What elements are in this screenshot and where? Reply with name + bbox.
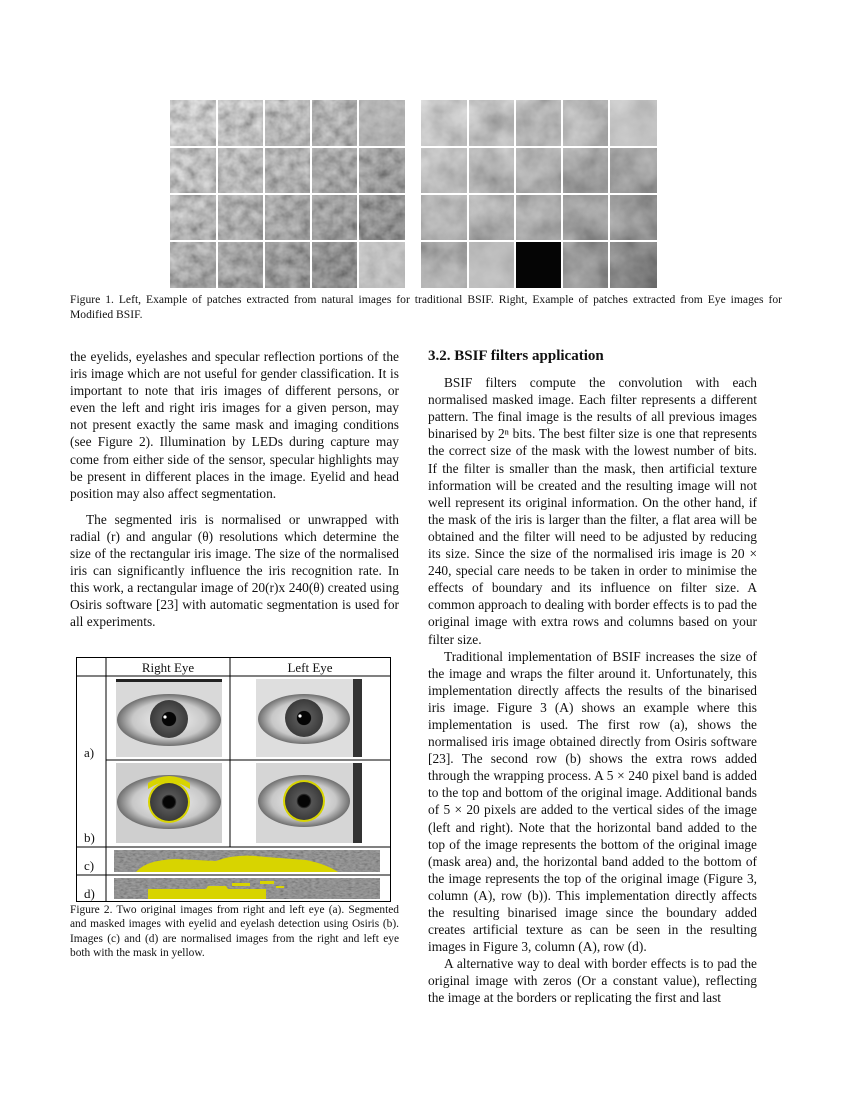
right-column: [428, 348, 757, 1007]
normalised-left-eye: [114, 878, 380, 899]
right-paragraph-2: Traditional implementation of BSIF increases the size of the image and wraps the filter around it. Unfortunately, this implementation directly affects the results of the binarised iris image. Figure 3 (A) shows an example where this implementation is used. The first row (a), shows the normalised iris image obtained directly from Osiris software [23]. The second row (b) shows the extra rows added through the wrapping process. A 5 × 240 pixel band is added to the top and bottom of the original image. Additional bands of 5 × 20 pixels are added to the vertical sides of the image (left and right). Note that the horizontal band added to the top of the image represents the bottom of the original image (mask area) and, the horizontal band added to the bottom of the image represents the top of the original image (Figure 3, column (A), row (b)). This implementation directly affects the resulting binarised image since the boundary added creates artificial texture as can be seen in the resulting images in Figure 3, column (A), row (d).: [428, 648, 757, 955]
row-label-a: a): [84, 745, 95, 760]
figure-1-right-grid: [421, 100, 657, 288]
left-eye-segmented: [256, 763, 362, 843]
figure-1: [0, 100, 850, 290]
left-paragraph-1: the eyelids, eyelashes and specular reflection portions of the iris image which are not useful for gender classification. It is important to note that iris images of different persons, or even the left and right iris images for a given person, may not present exactly the same mask and imaging conditions (see Figure 2). Illumination by LEDs during capture may come from either side of the sensor, specular highlights may be present in different places in the image. Eyelid and head position may also affect segmentation.: [70, 349, 399, 501]
section-heading: 3.2. BSIF filters application: [428, 348, 604, 364]
row-label-b: b): [84, 830, 95, 845]
row-label-d: d): [84, 886, 95, 901]
figure-1-left-grid: [170, 100, 405, 288]
normalised-right-eye: [114, 850, 380, 872]
figure-2-caption: Figure 2. Two original images from right and left eye (a). Segmented and masked images with eyelid and eyelash detection using Osiris (b). Images (c) and (d) are normalised images from the right and left eye both with the mask in yellow.: [70, 904, 399, 960]
left-column: [70, 348, 399, 631]
right-paragraph-3: A alternative way to deal with border effects is to pad the original image with zeros (Or a constant value), reflecting the image at the borders or replicating the first and last: [428, 956, 757, 1006]
right-paragraph-1: BSIF filters compute the convolution with each normalised masked image. Each filter represents a different pattern. The final image is the results of all previous images binarised by 2ⁿ bits. The best filter size is one that represents the correct size of the mask with the lowest number of bits. If the filter is smaller than the mask, then artificial texture information will be created and the resulting image will not well represent its original information. On the other hand, if the mask of the iris is larger than the filter, a flat area will be obtained and the filter will need to be adjusted by reducing its size. Since the size of the normalised iris image is 20 × 240, special care needs to be taken in order to minimise the effects of boundary and its influence on filter size. A common approach to dealing with border effects is to pad the original image with extra rows and columns based on your filter size.: [428, 375, 757, 647]
right-eye-segmented: [116, 763, 222, 843]
header-left-eye: Left Eye: [287, 660, 333, 675]
header-right-eye: Right Eye: [141, 660, 195, 675]
left-eye-original: [256, 679, 362, 757]
right-eye-original: [116, 679, 222, 757]
figure-2: [76, 657, 396, 903]
figure-1-caption: Figure 1. Left, Example of patches extracted from natural images for traditional BSIF. Right, Example of patches extracted from Eye images for Modified BSIF.: [70, 293, 782, 321]
row-label-c: c): [84, 858, 95, 873]
left-paragraph-2: The segmented iris is normalised or unwrapped with radial (r) and angular (θ) resolutions which determine the size of the rectangular iris image. The size of the normalised iris can significantly influence the iris recognition rate. In this work, a rectangular image of 20(r)x 240(θ) created using Osiris software [23] with automatic segmentation is used for all experiments.: [70, 511, 399, 630]
